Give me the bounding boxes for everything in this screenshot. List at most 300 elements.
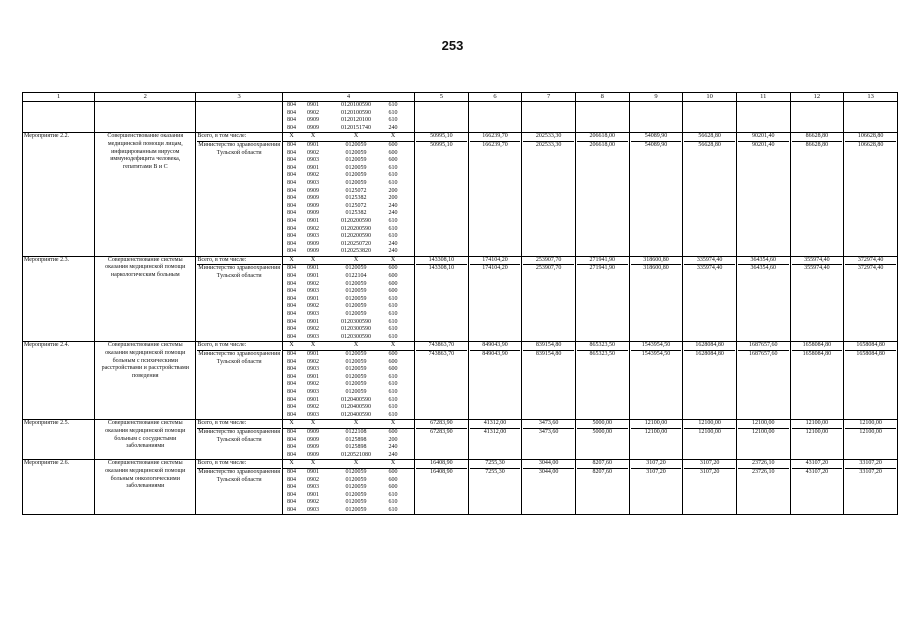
code-c1: 804 [287, 506, 296, 513]
header-col-2: 2 [95, 93, 196, 102]
code-c4: 600 [388, 358, 398, 365]
code-line [283, 342, 414, 351]
value-detail: 33107,20 [859, 468, 882, 475]
code-c2: 0909 [307, 444, 319, 451]
header-col-4: 4 [283, 93, 415, 102]
code-line [283, 351, 414, 359]
code-c2: 0909 [307, 240, 319, 247]
code-c3: 0120200590 [341, 225, 371, 232]
code-c1: 804 [287, 217, 296, 224]
value-cell [522, 133, 576, 257]
value-detail: 1658084,80 [856, 351, 885, 357]
code-c2: 0902 [307, 172, 319, 179]
code-c2: X [310, 133, 316, 140]
code-c3: 0120059 [345, 351, 367, 357]
value-cell [736, 102, 790, 133]
value-total: 12100,00 [792, 420, 843, 429]
value-detail: 86628,80 [805, 141, 829, 148]
code-c1: 804 [287, 149, 296, 156]
code-c4: 600 [388, 157, 398, 164]
value-cell [575, 420, 629, 460]
code-c4: X [390, 133, 396, 140]
code-c2: 0903 [307, 288, 319, 295]
code-c4: 200 [388, 195, 398, 202]
code-c1: 804 [287, 411, 296, 418]
code-c1: 804 [287, 404, 296, 411]
header-col-10: 10 [683, 93, 737, 102]
code-c3: X [353, 342, 359, 349]
value-total: 3107,20 [684, 460, 735, 469]
code-c2: 0903 [307, 484, 319, 491]
code-c4: X [390, 420, 396, 427]
value-detail: 16408,90 [430, 468, 453, 475]
codes-cell [283, 133, 415, 257]
value-detail: 166239,70 [482, 141, 508, 148]
code-c1: 804 [287, 295, 296, 302]
header-col-9: 9 [629, 93, 683, 102]
code-c3: 0120521080 [341, 451, 371, 458]
measure-name: Мероприятие 2.5. [23, 420, 95, 460]
value-detail: 1628084,80 [695, 351, 724, 357]
code-c1: 804 [287, 358, 296, 365]
header-col-13: 13 [844, 93, 898, 102]
code-c2: 0901 [307, 396, 319, 403]
value-detail: 12100,00 [805, 428, 829, 435]
codes-cell [283, 420, 415, 460]
value-cell [415, 460, 469, 515]
value-cell [415, 342, 469, 420]
code-line [283, 311, 414, 319]
code-line [283, 452, 414, 460]
code-c4: 240 [388, 202, 398, 209]
value-total: 839154,80 [523, 342, 574, 351]
total-label: Всего, в том числе: [197, 420, 281, 429]
value-total: 5000,00 [577, 420, 628, 429]
value-cell [736, 133, 790, 257]
code-c3: 0120253820 [341, 248, 371, 255]
value-cell [575, 133, 629, 257]
code-c3: 0120059 [345, 366, 367, 373]
value-cell [790, 256, 844, 342]
code-c4: 600 [388, 265, 398, 272]
code-c2: 0909 [307, 187, 319, 194]
measure-desc: Совершенствование системы оказания медицинской помощи наркологическим больным [95, 256, 196, 342]
value-total: 202533,30 [523, 133, 574, 142]
code-c4: 610 [388, 179, 398, 186]
value-cell [736, 342, 790, 420]
value-total: 1658084,80 [792, 342, 843, 351]
code-line [283, 484, 414, 492]
code-c1: 804 [287, 141, 296, 148]
value-total: 23726,10 [738, 460, 789, 469]
value-cell [629, 460, 683, 515]
code-line [283, 188, 414, 196]
value-detail: 41312,00 [483, 428, 507, 435]
code-c1: 804 [287, 248, 296, 255]
value-detail: 865323,50 [589, 351, 616, 357]
executor-name: Министерство здравоохранения Тульской области [198, 351, 281, 365]
code-line [283, 233, 414, 241]
code-c1: 804 [287, 381, 296, 388]
value-cell [522, 256, 576, 342]
code-c3: 0120400590 [341, 396, 371, 403]
code-line [283, 334, 414, 342]
code-line [283, 492, 414, 500]
code-c4: 610 [388, 295, 398, 302]
code-c4: 240 [388, 210, 398, 217]
code-c1: 804 [287, 124, 296, 131]
code-c4: 600 [388, 149, 398, 156]
code-c4: 600 [388, 366, 398, 373]
value-cell [522, 102, 576, 133]
code-c2: 0909 [307, 436, 319, 443]
code-line [283, 303, 414, 311]
code-c4: 240 [388, 124, 398, 131]
code-c3: 0125382 [345, 195, 367, 202]
code-c1: 804 [287, 179, 296, 186]
value-cell [522, 460, 576, 515]
total-label: Всего, в том числе: [197, 257, 281, 266]
code-c2: 0901 [307, 295, 319, 302]
code-c1: 804 [287, 468, 296, 475]
code-c1: 804 [287, 444, 296, 451]
code-c2: 0909 [307, 124, 319, 131]
code-c3: 0120059 [345, 468, 367, 475]
code-c3: 0120059 [345, 179, 367, 186]
code-c1: 804 [287, 157, 296, 164]
code-c1: 804 [287, 225, 296, 232]
code-c1: 804 [287, 202, 296, 209]
code-c4: 610 [388, 333, 398, 340]
value-cell [683, 420, 737, 460]
code-c2: 0901 [307, 273, 319, 280]
code-c1: X [289, 256, 294, 263]
code-c1: 804 [287, 187, 296, 194]
value-cell [575, 102, 629, 133]
value-total: 90201,40 [738, 133, 789, 142]
code-c2: 0903 [307, 157, 319, 164]
value-total: 174104,20 [470, 257, 521, 266]
code-c4: 600 [388, 476, 398, 483]
code-line [283, 218, 414, 226]
code-c3: 0120250720 [341, 240, 371, 247]
code-c3: 0120059 [345, 388, 367, 395]
value-total: 8207,60 [577, 460, 628, 469]
code-c2: 0902 [307, 476, 319, 483]
code-c1: 804 [287, 311, 296, 318]
value-detail: 12100,00 [644, 428, 668, 435]
value-cell [736, 460, 790, 515]
code-line [283, 241, 414, 249]
header-col-11: 11 [736, 93, 790, 102]
code-c3: 0120200590 [341, 217, 371, 224]
code-c2: 0909 [307, 202, 319, 209]
value-detail: 12100,00 [859, 428, 882, 435]
value-total: 1687657,60 [738, 342, 789, 351]
code-c2: 0901 [307, 491, 319, 498]
value-total: 206618,00 [577, 133, 628, 142]
code-c3: 0120059 [345, 373, 367, 380]
value-total: 372974,40 [845, 257, 896, 266]
value-detail: 43107,20 [805, 468, 829, 475]
code-c4: 240 [388, 240, 398, 247]
code-c2: 0902 [307, 326, 319, 333]
code-c2: 0903 [307, 333, 319, 340]
value-cell [844, 342, 898, 420]
value-detail: 364354,60 [750, 265, 776, 272]
code-c1: 804 [287, 303, 296, 310]
code-c3: 0120300590 [341, 326, 371, 333]
value-total: 16408,90 [416, 460, 467, 469]
code-c3: 0122108 [345, 428, 367, 435]
header-col-7: 7 [522, 93, 576, 102]
code-line [283, 366, 414, 374]
value-total: 41312,00 [470, 420, 521, 429]
code-c4: 600 [388, 141, 398, 148]
code-c4: X [390, 256, 396, 263]
value-detail: 1687657,60 [748, 351, 778, 357]
code-c4: 610 [388, 217, 398, 224]
codes-cell [283, 460, 415, 515]
value-detail: 271941,90 [589, 265, 616, 272]
code-line [283, 469, 414, 477]
code-c2: X [310, 420, 316, 427]
value-detail: 355974,40 [804, 265, 830, 272]
value-cell [468, 133, 522, 257]
executor-cell [196, 460, 283, 515]
value-cell [629, 133, 683, 257]
value-total: 67283,90 [416, 420, 467, 429]
value-cell [790, 420, 844, 460]
value-total: 865323,50 [577, 342, 628, 351]
code-c2: 0902 [307, 280, 319, 287]
code-c3: X [353, 420, 359, 427]
value-cell [790, 460, 844, 515]
code-c1: 804 [287, 210, 296, 217]
code-c2: 0903 [307, 366, 319, 373]
code-c4: 200 [388, 436, 398, 443]
code-c4: 610 [388, 381, 398, 388]
code-c2: 0901 [307, 351, 319, 357]
code-c4: 610 [388, 388, 398, 395]
header-col-1: 1 [23, 93, 95, 102]
codes-cell [283, 102, 415, 133]
code-c4: 610 [388, 233, 398, 240]
code-c2: 0903 [307, 233, 319, 240]
code-c2: 0901 [307, 265, 319, 272]
code-c3: 0120059 [345, 303, 367, 310]
code-c2: 0902 [307, 149, 319, 156]
value-total: 106628,80 [845, 133, 896, 142]
header-col-8: 8 [575, 93, 629, 102]
code-line [283, 359, 414, 367]
code-c3: 0120100590 [341, 102, 371, 108]
value-cell [629, 256, 683, 342]
code-line [283, 157, 414, 165]
code-c3: 0125382 [345, 210, 367, 217]
total-label: Всего, в том числе: [197, 133, 281, 142]
code-c4: 610 [388, 491, 398, 498]
value-cell [468, 342, 522, 420]
code-c1: X [289, 460, 294, 467]
value-total: 86628,80 [792, 133, 843, 142]
code-c3: 0120300590 [341, 333, 371, 340]
code-c4: 610 [388, 311, 398, 318]
value-total: 3107,20 [631, 460, 682, 469]
code-c2: 0902 [307, 499, 319, 506]
code-c1: X [289, 342, 294, 349]
code-c2: 0901 [307, 217, 319, 224]
code-line [283, 437, 414, 445]
value-cell [790, 342, 844, 420]
code-line [283, 412, 414, 420]
code-c3: 0120059 [345, 172, 367, 179]
value-detail: 1543954,50 [641, 351, 671, 357]
value-cell [415, 256, 469, 342]
value-total: 743863,70 [416, 342, 467, 351]
code-c4: 600 [388, 288, 398, 295]
code-c4: 200 [388, 187, 398, 194]
value-cell [468, 256, 522, 342]
value-cell [468, 460, 522, 515]
code-c1: 804 [287, 333, 296, 340]
code-c3: X [353, 460, 359, 467]
code-c3: 0120059 [345, 476, 367, 483]
table-row [23, 256, 898, 342]
value-cell [629, 420, 683, 460]
value-total: 33107,20 [845, 460, 896, 469]
measure-desc: Совершенствование системы оказания медицинской помощи больным с психическими расстройствами и расстройствами поведения [95, 342, 196, 420]
value-cell [790, 102, 844, 133]
code-c1: 804 [287, 109, 296, 116]
code-c2: 0901 [307, 141, 319, 148]
total-label: Всего, в том числе: [197, 460, 281, 469]
code-line [283, 257, 414, 266]
value-detail: 106628,80 [857, 141, 884, 148]
code-line [283, 125, 414, 133]
code-c1: 804 [287, 491, 296, 498]
code-c4: 610 [388, 411, 398, 418]
value-total: 54089,90 [631, 133, 682, 142]
value-cell [629, 342, 683, 420]
value-detail: 23726,10 [751, 468, 775, 475]
value-cell [844, 420, 898, 460]
code-c2: 0903 [307, 179, 319, 186]
value-detail: 335974,40 [696, 265, 723, 272]
value-cell [736, 420, 790, 460]
code-c3: 0125898 [345, 444, 367, 451]
code-c3: 0120059 [345, 265, 367, 272]
code-c1: 804 [287, 396, 296, 403]
code-c3: 0120120100 [341, 117, 371, 124]
executor-cell [196, 420, 283, 460]
budget-table [22, 92, 898, 515]
value-cell [736, 256, 790, 342]
executor-cell [196, 133, 283, 257]
code-c4: 610 [388, 506, 398, 513]
continuation-row [23, 102, 898, 133]
value-total: 1628084,80 [684, 342, 735, 351]
value-total: 166239,70 [470, 133, 521, 142]
code-c4: 600 [388, 468, 398, 475]
code-c1: 804 [287, 476, 296, 483]
value-detail: 174104,20 [482, 265, 508, 272]
code-c1: 804 [287, 428, 296, 435]
code-c3: 0120059 [345, 499, 367, 506]
code-line [283, 110, 414, 118]
code-c2: 0903 [307, 411, 319, 418]
code-c4: 610 [388, 109, 398, 116]
header-col-12: 12 [790, 93, 844, 102]
code-c1: 804 [287, 351, 296, 357]
code-line [283, 172, 414, 180]
value-cell [844, 256, 898, 342]
code-line [283, 397, 414, 405]
code-line [283, 374, 414, 382]
code-line [283, 180, 414, 188]
header-row [23, 93, 898, 102]
value-total: 12100,00 [845, 420, 896, 429]
header-col-6: 6 [468, 93, 522, 102]
code-c2: 0909 [307, 428, 319, 435]
code-c3: 0120200590 [341, 233, 371, 240]
value-detail: 50995,10 [430, 141, 453, 148]
code-line [283, 389, 414, 397]
code-c4: 600 [388, 280, 398, 287]
value-detail: 67283,90 [430, 428, 453, 435]
code-c3: X [353, 133, 359, 140]
value-detail: 143308,10 [428, 265, 455, 272]
code-line [283, 248, 414, 256]
measure-name: Мероприятие 2.3. [23, 256, 95, 342]
value-detail: 3473,60 [538, 428, 559, 435]
table-body [23, 102, 898, 515]
value-cell [415, 133, 469, 257]
code-c3: 0125072 [345, 187, 367, 194]
executor-name: Министерство здравоохранения Тульской области [198, 265, 281, 280]
code-c2: 0902 [307, 225, 319, 232]
value-detail: 372974,40 [857, 265, 884, 272]
code-c3: X [353, 256, 359, 263]
code-c2: 0901 [307, 164, 319, 171]
code-c1: 804 [287, 484, 296, 491]
code-c2: X [310, 460, 316, 467]
code-c3: 0120100590 [341, 109, 371, 116]
code-c4: 610 [388, 117, 398, 124]
codes-cell [283, 256, 415, 342]
code-c1: 804 [287, 366, 296, 373]
code-c2: 0902 [307, 358, 319, 365]
value-cell [683, 342, 737, 420]
code-line [283, 404, 414, 412]
value-detail: 90201,40 [751, 141, 775, 148]
code-c4: 600 [388, 351, 398, 357]
value-cell [844, 460, 898, 515]
code-line [283, 420, 414, 429]
code-c1: X [289, 133, 294, 140]
value-detail: 1658084,80 [802, 351, 832, 357]
value-detail: 206618,00 [589, 141, 616, 148]
value-cell [844, 133, 898, 257]
value-cell [575, 460, 629, 515]
value-cell [790, 133, 844, 257]
code-c2: 0902 [307, 404, 319, 411]
value-detail: 202533,30 [535, 141, 562, 148]
code-c3: 0120059 [345, 506, 367, 513]
code-line [283, 507, 414, 515]
code-c2: 0902 [307, 381, 319, 388]
code-c1: 804 [287, 172, 296, 179]
